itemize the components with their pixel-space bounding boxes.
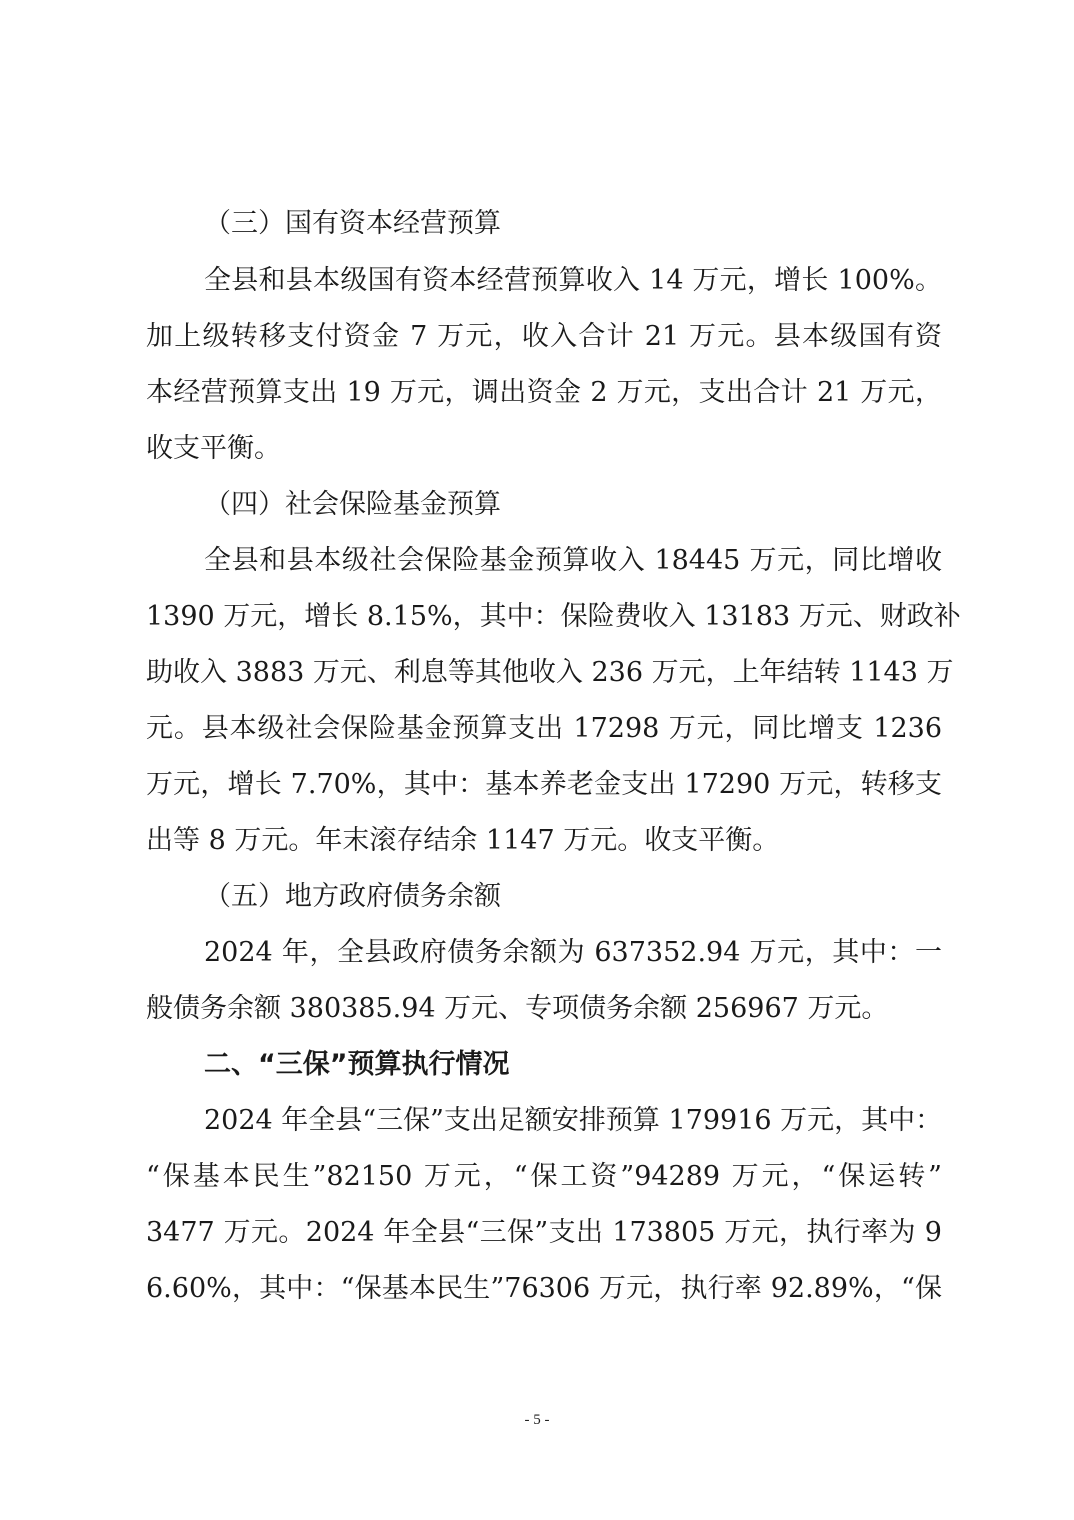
paragraph-line: 2024 年，全县政府债务余额为 637352.94 万元，其中：一 <box>204 937 942 968</box>
paragraph-line: 般债务余额 380385.94 万元、专项债务余额 256967 万元。 <box>146 993 889 1024</box>
paragraph-line: 6.60%，其中：“保基本民生”76306 万元，执行率 92.89%，“保 <box>146 1273 942 1304</box>
paragraph-line: 元。县本级社会保险基金预算支出 17298 万元，同比增支 1236 <box>146 713 942 744</box>
paragraph-line: 全县和县本级社会保险基金预算收入 18445 万元，同比增收 <box>204 545 942 576</box>
paragraph-line: 出等 8 万元。年末滚存结余 1147 万元。收支平衡。 <box>146 825 780 856</box>
paragraph-line: 2024 年全县“三保”支出足额安排预算 179916 万元，其中： <box>204 1105 943 1136</box>
paragraph-line: 本经营预算支出 19 万元，调出资金 2 万元，支出合计 21 万元， <box>146 377 942 408</box>
section-heading-government-debt: （五）地方政府债务余额 <box>204 881 501 912</box>
paragraph-line: 助收入 3883 万元、利息等其他收入 236 万元，上年结转 1143 万 <box>146 657 954 688</box>
page-number: - 5 - <box>524 1412 550 1428</box>
paragraph-line: “保基本民生”82150 万元，“保工资”94289 万元，“保运转” <box>146 1161 942 1192</box>
part-heading-three-guarantees: 二、“三保”预算执行情况 <box>204 1049 510 1080</box>
paragraph-line: 1390 万元，增长 8.15%，其中：保险费收入 13183 万元、财政补 <box>146 601 961 632</box>
section-heading-state-capital: （三）国有资本经营预算 <box>204 208 501 239</box>
paragraph-line: 收支平衡。 <box>146 433 281 464</box>
section-heading-social-insurance: （四）社会保险基金预算 <box>204 489 501 520</box>
paragraph-line: 加上级转移支付资金 7 万元，收入合计 21 万元。县本级国有资 <box>146 321 942 352</box>
paragraph-line: 万元，增长 7.70%，其中：基本养老金支出 17290 万元，转移支 <box>146 769 942 800</box>
paragraph-line: 3477 万元。2024 年全县“三保”支出 173805 万元，执行率为 9 <box>146 1217 942 1248</box>
paragraph-line: 全县和县本级国有资本经营预算收入 14 万元，增长 100%。 <box>204 265 942 296</box>
